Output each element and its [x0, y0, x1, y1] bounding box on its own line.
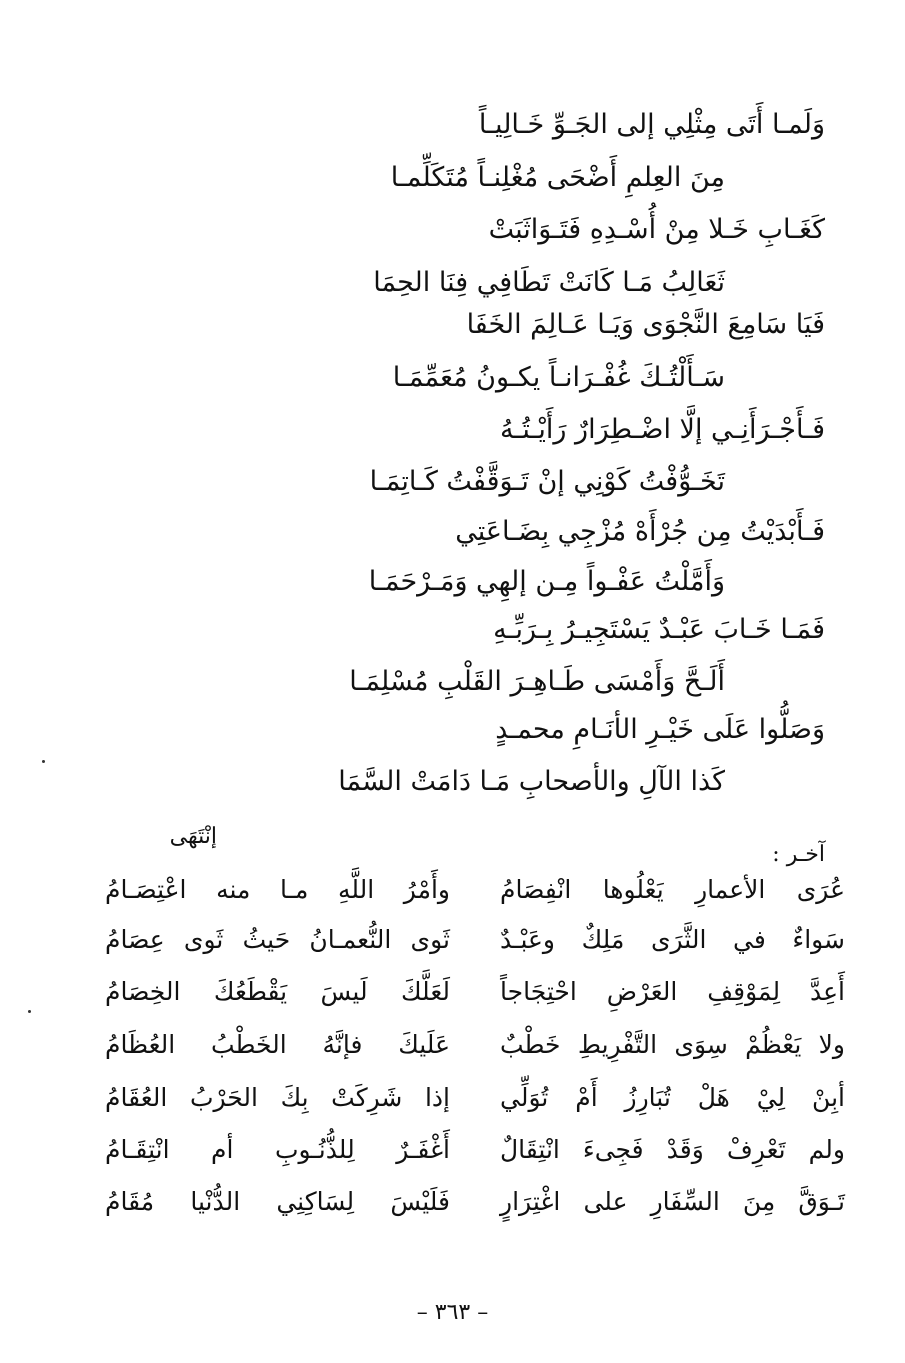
hemistich-right: ولا يَعْظُمْ سِوَى التَّفْرِيطِ خَطْبٌ	[500, 1030, 845, 1059]
hemistich-right: سَواءٌ في الثَّرَى مَلِكٌ وعَبْـدٌ	[500, 925, 845, 954]
verse-line: سَـأَلْتُـكَ غُفْـرَانـاً يكـونُ مُعَمِّمَـا	[392, 362, 725, 393]
end-marker: إنْتَهَى	[169, 824, 217, 849]
hemistich-left: عَلَيكَ فإنَّهُ الخَطْبُ العُظَامُ	[105, 1030, 450, 1059]
verse-line: ثَعَالِبُ مَـا كَانَتْ تَطَافِي فِنَا الحِمَا	[373, 267, 725, 298]
section-heading: آخـر :	[772, 842, 825, 867]
verse-line: وَلَمـا أَتَى مِثْلِي إلى الجَـوِّ خَـالِيـاً	[478, 109, 825, 140]
verse-line: مِنَ العِلمِ أَضْحَى مُغْلِنـاً مُتَكَلِّمـا	[390, 162, 725, 193]
scan-speck	[28, 1010, 31, 1013]
hemistich-left: وأَمْرُ اللَّهِ مـا منه اعْتِصَـامُ	[105, 875, 450, 904]
verse-line: وَصَلُّوا عَلَى خَيْـرِ الأنَـامِ محمـدٍ	[495, 714, 825, 745]
hemistich-right: أَعِدَّ لِمَوْقِفِ العَرْضِ احْتِجَاجاً	[500, 977, 845, 1006]
verse-line: فَمَـا خَـابَ عَبْـدٌ يَسْتَجِيـرُ بِـرَبِّـهِ	[493, 614, 825, 645]
verse-line: كَذا الآلِ والأصحابِ مَـا دَامَتْ السَّمَا	[338, 766, 725, 797]
hemistich-right: ولم تَعْرِفْ وَقَدْ فَجِىءَ انْتِقَالٌ	[500, 1135, 845, 1164]
hemistich-right: أبِنْ لِيْ هَلْ تُبَارِزُ أَمْ تُوَلِّي	[500, 1083, 845, 1112]
verse-line: كَغَـابِ خَـلا مِنْ أُسْـدِهِ فَتَـوَاثَبَتْ	[488, 214, 825, 245]
verse-line: أَلَـحَّ وَأَمْسَى طَـاهِـرَ القَلْبِ مُسْلِمَـا	[349, 666, 725, 697]
hemistich-left: أَغْفَـرٌ لِلذُّنُـوبِ أم انْتِقَـامُ	[105, 1135, 450, 1164]
verse-line: فَيَا سَامِعَ النَّجْوَى وَيَـا عَـالِمَ الخَفَا	[466, 309, 825, 340]
verse-line: فَـأَجْـرَأَنِـي إلَّا اضْـطِرَارٌ رَأَيْـتُـهُ	[499, 414, 825, 445]
hemistich-left: ثَوى النُّعمـانُ حَيثُ ثَوى عِصَامُ	[105, 925, 450, 954]
hemistich-left: لَعَلَّكَ لَيسَ يَقْطَعُكَ الخِصَامُ	[105, 977, 450, 1006]
verse-line: فَـأَبْدَيْتُ مِن جُرْأَهْ مُزْجِي بِضَـاعَتِي	[455, 516, 825, 547]
hemistich-right: تَـوَقَّ مِنَ السِّفَارِ على اغْتِرَارٍ	[500, 1187, 845, 1216]
hemistich-right: عُرَى الأعمارِ يَعْلُوها انْفِصَامُ	[500, 875, 845, 904]
scan-speck	[42, 760, 45, 763]
page-number: – ٣٦٣ –	[416, 1300, 489, 1325]
verse-line: وَأَمَّلْتُ عَفْـواً مِـن إلهِي وَمَـرْحَمَـا	[368, 566, 725, 597]
verse-line: تَخَـوُّفْتُ كَوْنِي إنْ تَـوَقَّفْتُ كَـاتِمَـا	[369, 466, 725, 497]
hemistich-left: إذا شَرِكَتْ بِكَ الحَرْبُ العُقَامُ	[105, 1083, 450, 1112]
hemistich-left: فَلَيْسَ لِسَاكِنِي الدُّنْيا مُقَامُ	[105, 1187, 450, 1216]
